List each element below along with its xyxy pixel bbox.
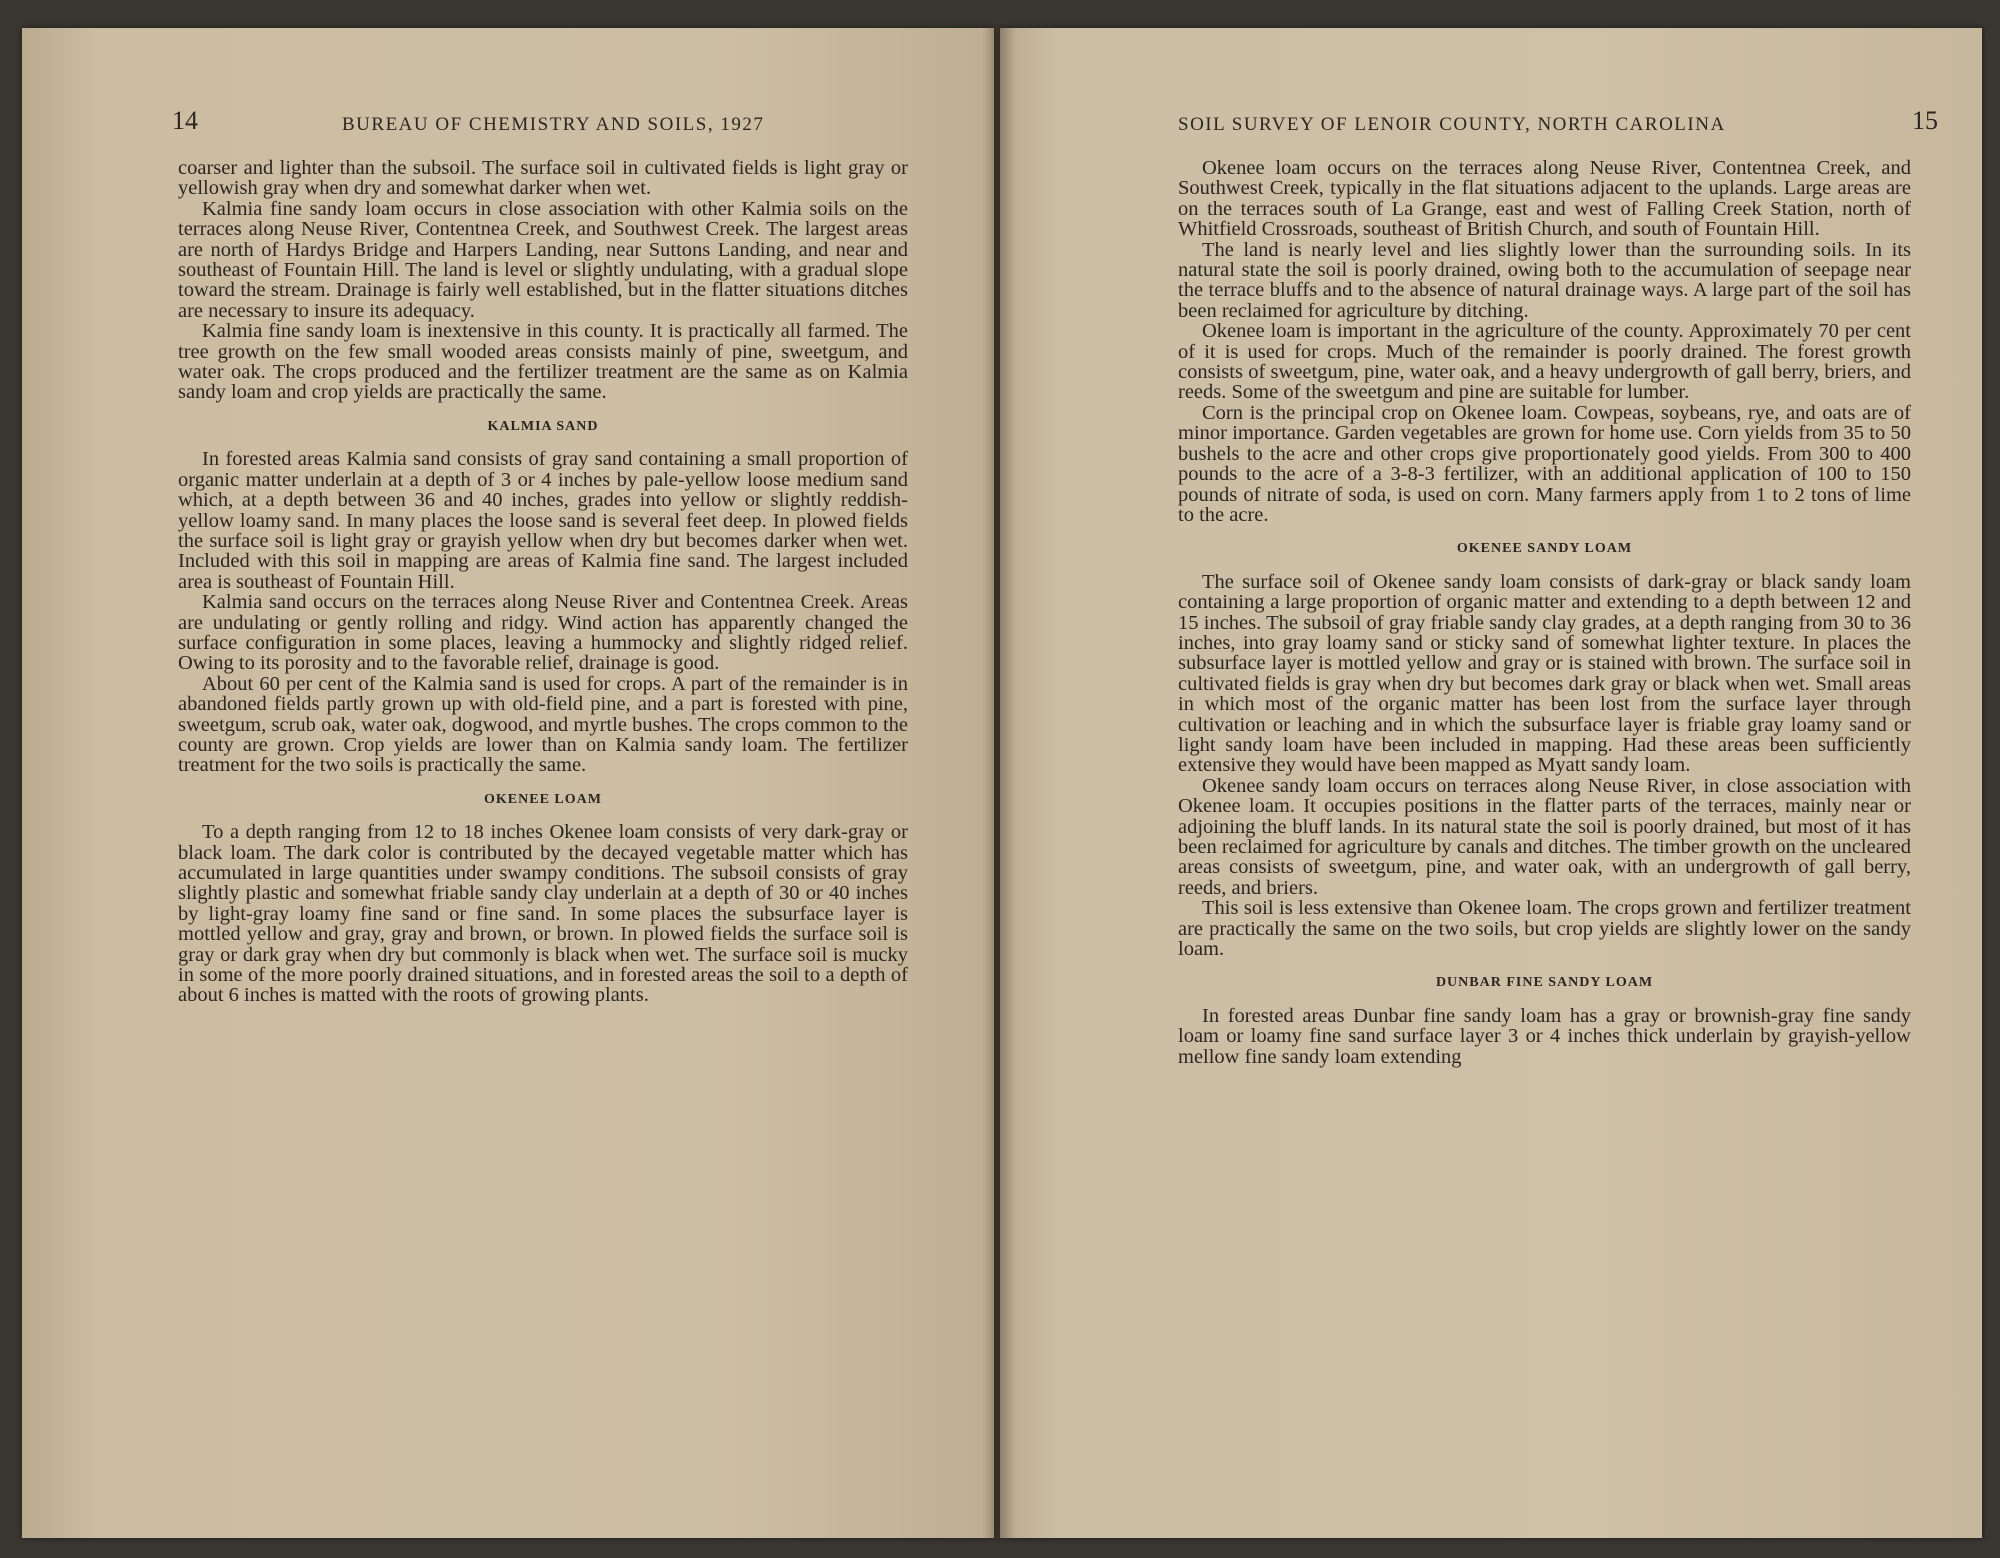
book-spread	[22, 28, 1982, 1538]
left-text-column	[178, 158, 908, 1006]
paragraph: Okenee loam is important in the agriculture of the county. Approximately 70 per cent of it is used for crops. Much of the remainder is poorly drained. The forest growth consists of sweetgum, pine, water oak, and a heavy undergrowth of gall berry, briers, and reeds. Some of the sweetgum and pine are suitable for lumber.	[1178, 320, 1911, 404]
left-page	[22, 28, 994, 1538]
book-gutter	[982, 28, 1016, 1538]
section-heading: OKENEE LOAM	[484, 791, 602, 807]
right-page-header	[1178, 106, 1938, 150]
section-heading: KALMIA SAND	[487, 418, 599, 434]
right-page	[1000, 28, 1982, 1538]
paragraph: The surface soil of Okenee sandy loam consists of dark-gray or black sandy loam containing a large proportion of organic matter and extending to a depth between 12 and 15 inches. The subsoil of gray friable sandy clay grades, at a depth ranging from 30 to 36 inches, into gray loamy sand or sticky sand of somewhat lighter texture. In places the subsurface layer is mottled yellow and gray or is stained with brown. The surface soil in cultivated fields is gray when dry but becomes dark gray or black when wet. Small areas in which most of the organic matter has been lost from the surface layer through cultivation or leaching and in which the subsurface layer is friable gray loamy sand or light sandy loam have been included in mapping. Had these areas been sufficiently extensive they would have been mapped as Myatt sandy loam.	[1178, 570, 1911, 777]
running-title: SOIL SURVEY OF LENOIR COUNTY, NORTH CAROLINA	[1178, 114, 1726, 135]
left-page-header	[172, 106, 932, 150]
page-number: 14	[172, 106, 198, 135]
paragraph: Okenee sandy loam occurs on terraces along Neuse River, in close association with Okenee loam. It occupies positions in the flatter parts of the terraces, mainly near or adjoining the bluff lands. In its natural state the soil is poorly drained, but most of it has been reclaimed for agriculture by canals and ditches. The timber growth on the uncleared areas consists of sweetgum, pine, and water oak, with an undergrowth of gall berry, reeds, and briers.	[1178, 774, 1911, 899]
paragraph: Okenee loam occurs on the terraces along Neuse River, Contentnea Creek, and Southwest Creek, typically in the flat situations adjacent to the uplands. Large areas are on the terraces south of La Grange, east and west of Falling Creek Station, north of Whitfield Crossroads, southeast of British Church, and south of Fountain Hill.	[1178, 157, 1911, 241]
paragraph: Corn is the principal crop on Okenee loam. Cowpeas, soybeans, rye, and oats are of minor importance. Garden vegetables are grown for home use. Corn yields from 35 to 50 bushels to the acre and other crops give proportionately good yields. From 300 to 400 pounds to the acre of a 3-8-3 fertilizer, with an additional application of 100 to 150 pounds of nitrate of soda, is used on corn. Many farmers apply from 1 to 2 tons of lime to the acre.	[1178, 401, 1911, 526]
paragraph: Kalmia fine sandy loam occurs in close association with other Kalmia soils on the terraces along Neuse River, Contentnea Creek, and Southwest Creek. The largest areas are north of Hardys Bridge and Harpers Landing, near Suttons Landing, and near and southeast of Fountain Hill. The land is level or slightly undulating, with a gradual slope toward the stream. Drainage is fairly well established, but in the flatter situations ditches are necessary to insure its adequacy.	[178, 197, 908, 322]
paragraph: About 60 per cent of the Kalmia sand is used for crops. A part of the remainder is in abandoned fields partly grown up with old-field pine, and a part is forested with pine, sweetgum, scrub oak, water oak, dogwood, and myrtle bushes. The crops common to the county are grown. Crop yields are lower than on Kalmia sandy loam. The fertilizer treatment for the two soils is practically the same.	[178, 672, 908, 777]
paragraph: The land is nearly level and lies slightly lower than the surrounding soils. In its natural state the soil is poorly drained, owing both to the accumulation of seepage near the terrace bluffs and to the absence of natural drainage ways. A large part of the soil has been reclaimed for agriculture by ditching.	[1178, 238, 1911, 322]
section-heading: DUNBAR FINE SANDY LOAM	[1435, 975, 1654, 991]
paragraph: In forested areas Dunbar fine sandy loam has a gray or brownish-gray fine sandy loam or loamy fine sand surface layer 3 or 4 inches thick underlain by grayish-yellow mellow fine sandy loam extending	[1178, 1004, 1911, 1068]
paragraph: This soil is less extensive than Okenee loam. The crops grown and fertilizer treatment are practically the same on the two soils, but crop yields are slightly lower on the sandy loam.	[1178, 897, 1911, 961]
paragraph: coarser and lighter than the subsoil. The surface soil in cultivated fields is light gray or yellowish gray when dry and somewhat darker when wet.	[178, 157, 908, 200]
running-title: BUREAU OF CHEMISTRY AND SOILS, 1927	[342, 114, 765, 135]
page-number: 15	[1912, 106, 1938, 135]
paragraph: To a depth ranging from 12 to 18 inches Okenee loam consists of very dark-gray or black loam. The dark color is contributed by the decayed vegetable matter which has accumulated in large quantities under swampy conditions. The subsoil consists of gray slightly plastic and somewhat friable sandy clay underlain at a depth of 30 or 40 inches by light-gray loamy fine sand or fine sand. In some places the subsurface layer is mottled yellow and gray, gray and brown, or brown. In plowed fields the surface soil is gray or dark gray when dry but commonly is black when wet. The surface soil is mucky in some of the more poorly drained situations, and in forested areas the soil to a depth of about 6 inches is matted with the roots of growing plants.	[178, 821, 908, 1007]
right-text-column	[1178, 158, 1911, 1067]
paragraph: In forested areas Kalmia sand consists of gray sand containing a small proportion of organic matter underlain at a depth of 3 or 4 inches by pale-yellow loose medium sand which, at a depth between 36 and 40 inches, grades into yellow or slightly reddish-yellow loamy sand. In many places the loose sand is several feet deep. In plowed fields the surface soil is light gray or grayish yellow when dry but becomes darker when wet. Included with this soil in mapping are areas of Kalmia fine sand. The largest included area is southeast of Fountain Hill.	[178, 448, 908, 593]
paragraph: Kalmia fine sandy loam is inextensive in this county. It is practically all farmed. The tree growth on the few small wooded areas consists mainly of pine, sweetgum, and water oak. The crops produced and the fertilizer treatment are the same as on Kalmia sandy loam and crop yields are practically the same.	[178, 320, 908, 404]
paragraph: Kalmia sand occurs on the terraces along Neuse River and Contentnea Creek. Areas are undulating or gently rolling and ridgy. Wind action has apparently changed the surface configuration in some places, leaving a hummocky and slightly ridged relief. Owing to its porosity and to the favorable relief, drainage is good.	[178, 591, 908, 675]
section-heading: OKENEE SANDY LOAM	[1456, 541, 1633, 557]
